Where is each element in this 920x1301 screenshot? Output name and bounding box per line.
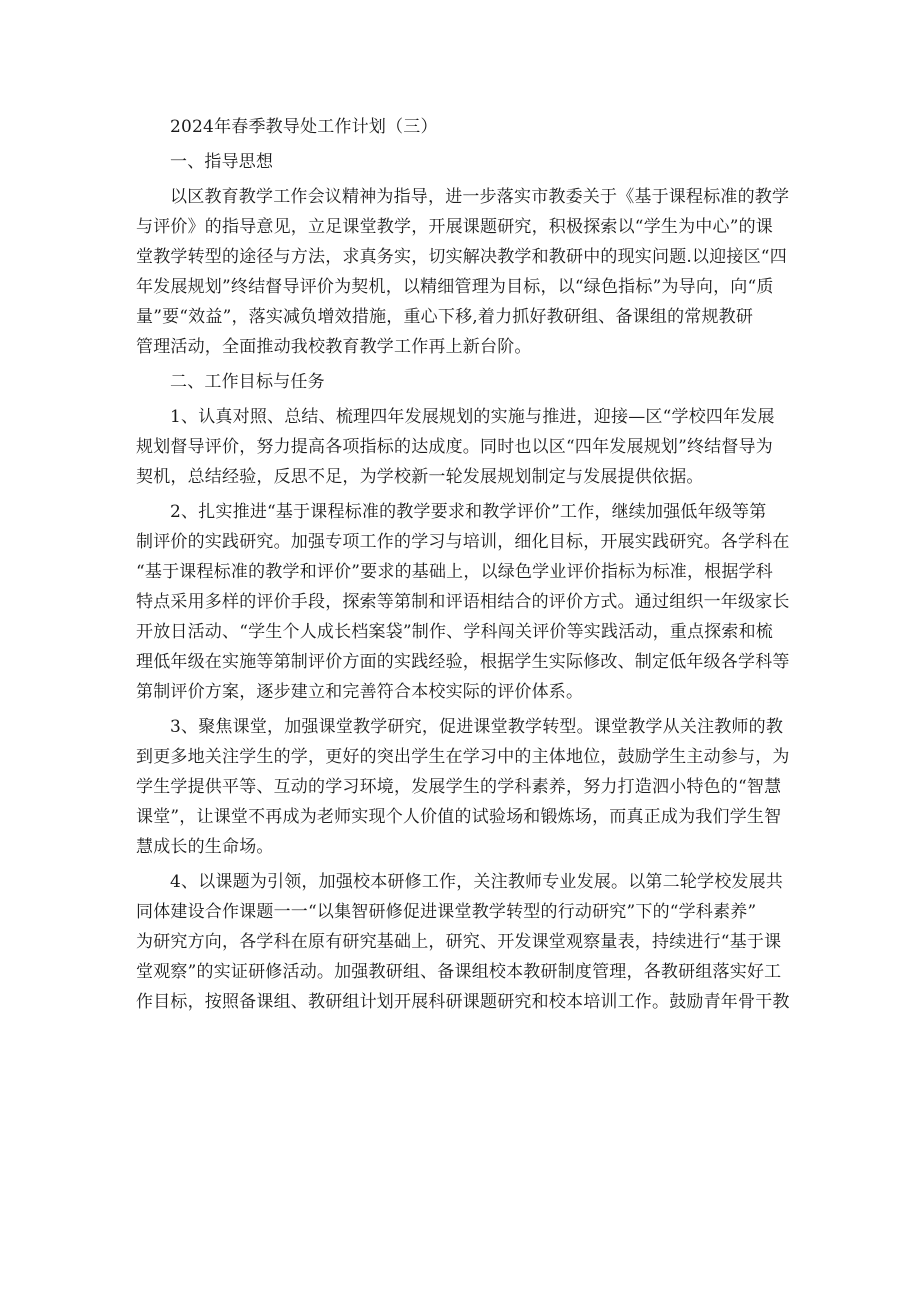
text-line: 4、以课题为引领，加强校本研修工作，关注教师专业发展。以第二轮学校发展共: [170, 872, 784, 892]
text-line: 课堂”，让课堂不再成为老师实现个人价值的试验场和锻炼场，而真正成为我们学生智: [136, 807, 782, 827]
text-line: 制评价的实践研究。加强专项工作的学习与培训，细化目标，开展实践研究。各学科在: [136, 532, 790, 552]
text-line: 管理活动，全面推动我校教育教学工作再上新台阶。: [136, 337, 532, 357]
text-line: 作目标，按照备课组、教研组计划开展科研课题研究和校本培训工作。鼓励青年骨干教: [136, 992, 790, 1012]
text-line: 契机，总结经验，反思不足，为学校新一轮发展规划制定与发展提供依据。: [136, 467, 704, 487]
text-line: 堂教学转型的途径与方法，求真务实，切实解决教学和教研中的现实问题.以迎接区“四: [136, 247, 787, 267]
paragraph-item-1: [136, 402, 786, 492]
section-heading-guiding-ideology: 一、指导思想: [170, 152, 274, 172]
paragraph-item-3: [136, 712, 790, 862]
text-line: 堂观察”的实证研修活动。加强教研组、备课组校本教研制度管理，各教研组落实好工: [136, 962, 782, 982]
paragraph-guiding-ideology: [136, 182, 790, 362]
text-line: 2、扎实推进“基于课程标准的教学要求和教学评价”工作，继续加强低年级等第: [170, 502, 767, 522]
text-line: 特点采用多样的评价手段，探索等第制和评语相结合的评价方式。通过组织一年级家长: [136, 592, 790, 612]
paragraph-item-2: [136, 497, 790, 707]
text-line: 学生学提供平等、互动的学习环境，发展学生的学科素养，努力打造泗小特色的“智慧: [136, 777, 782, 797]
text-line: 为研究方向，各学科在原有研究基础上，研究、开发课堂观察量表，持续进行“基于课: [136, 932, 782, 952]
paragraph-item-4: [136, 867, 790, 1017]
text-line: 量”要“效益”，落实减负增效措施，重心下移,着力抓好教研组、备课组的常规教研: [136, 307, 754, 327]
text-line: 开放日活动、“学生个人成长档案袋”制作、学科闯关评价等实践活动，重点探索和梳: [136, 622, 773, 642]
text-line: 年发展规划”终结督导评价为契机，以精细管理为目标，以“绿色指标”为导向，向“质: [136, 277, 774, 297]
text-line: 到更多地关注学生的学，更好的突出学生在学习中的主体地位，鼓励学生主动参与，为: [136, 747, 790, 767]
section-heading-goals-tasks: 二、工作目标与任务: [170, 372, 325, 392]
text-line: “基于课程标准的教学和评价”要求的基础上，以绿色学业评价指标为标准，根据学科: [136, 562, 773, 582]
text-line: 慧成长的生命场。: [136, 837, 274, 857]
text-line: 规划督导评价，努力提高各项指标的达成度。同时也以区“四年发展规划”终结督导为: [136, 437, 773, 457]
document-page: [136, 112, 790, 1017]
text-line: 1、认真对照、总结、梳理四年发展规划的实施与推进，迎接—区“学校四年发展: [170, 407, 775, 427]
text-line: 3、聚焦课堂，加强课堂教学研究，促进课堂教学转型。课堂教学从关注教师的教: [170, 717, 784, 737]
text-line: 以区教育教学工作会议精神为指导，进一步落实市教委关于《基于课程标准的教学: [170, 187, 790, 207]
document-title: 2024年春季教导处工作计划（三）: [170, 117, 438, 137]
text-line: 同体建设合作课题一一“以集智研修促进课堂教学转型的行动研究”下的“学科素养”: [136, 902, 757, 922]
text-line: 与评价》的指导意见，立足课堂教学，开展课题研究，积极探索以“学生为中心”的课: [136, 217, 773, 237]
text-line: 第制评价方案，逐步建立和完善符合本校实际的评价体系。: [136, 682, 584, 702]
text-line: 理低年级在实施等第制评价方面的实践经验，根据学生实际修改、制定低年级各学科等: [136, 652, 790, 672]
